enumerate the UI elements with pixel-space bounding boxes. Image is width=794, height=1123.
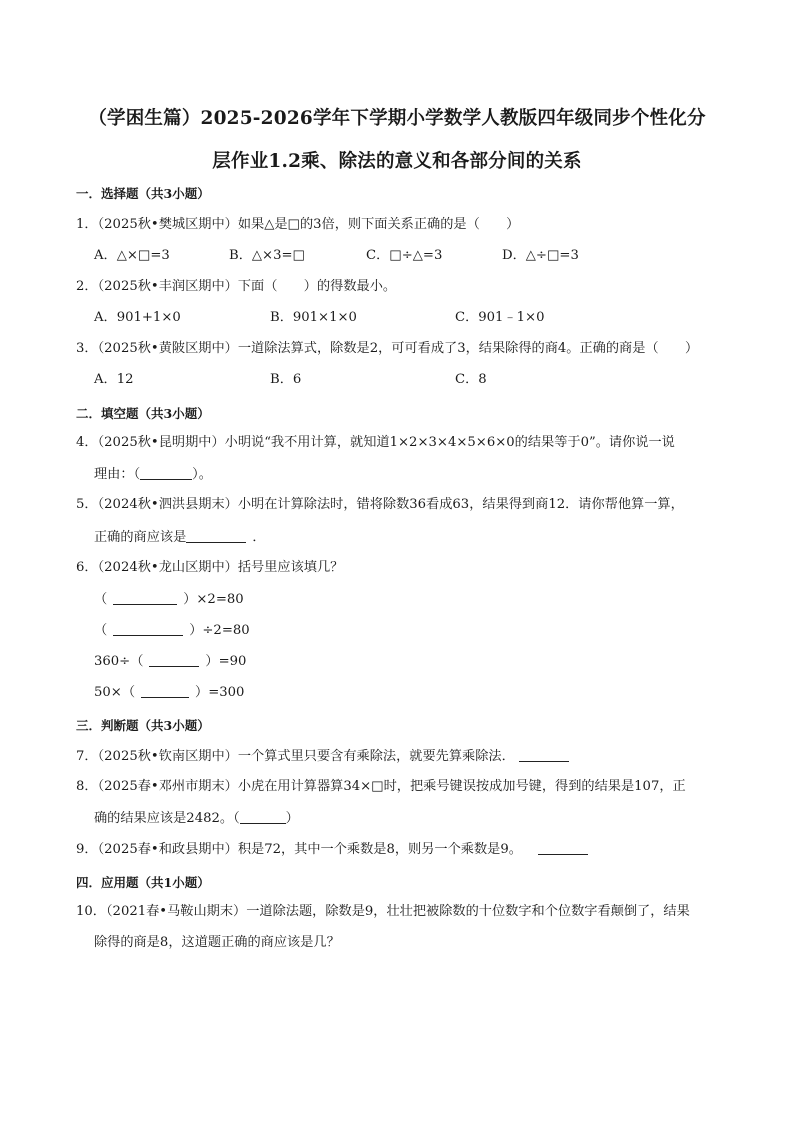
question-9-line: [76, 840, 588, 859]
question-1-option-b: B．△×3=□: [229, 248, 305, 263]
page-title-line-2: 层作业1.2乘、除法的意义和各部分间的关系: [212, 151, 582, 172]
answer-blank-q9[interactable]: [538, 840, 588, 855]
answer-blank-q4[interactable]: [140, 465, 192, 480]
question-3-option-a: A．12: [94, 372, 134, 387]
section-heading-fill-blank: 二．填空题（共3小题）: [76, 406, 210, 421]
question-6-row-3: [94, 652, 246, 671]
question-1-option-c: C．□÷△=3: [366, 248, 443, 263]
question-5-prefix: 正确的商应该是: [94, 530, 187, 545]
question-7-line: [76, 747, 569, 766]
answer-blank-q6-2[interactable]: [113, 621, 183, 636]
question-6-row-2: [94, 621, 250, 640]
question-6-row-1-prefix: （: [94, 592, 108, 607]
section-heading-choice: 一．选择题（共3小题）: [76, 186, 210, 201]
answer-blank-q5[interactable]: [186, 528, 246, 543]
question-3-stem: 3．（2025秋•黄陂区期中）一道除法算式，除数是2，可可看成了3，结果除得的商4。正确的商是（ ）: [76, 341, 699, 356]
question-10-line-1: 10．（2021春•马鞍山期末）一道除法题，除数是9，壮壮把被除数的十位数字和个位数字看颠倒了，结果: [76, 904, 690, 919]
question-4-prefix: 理由：（: [94, 467, 141, 482]
question-3-option-c: C．8: [455, 372, 487, 387]
answer-blank-q6-3[interactable]: [149, 652, 199, 667]
question-2-option-c: C．901﹣1×0: [455, 310, 545, 325]
question-1-option-a: A．△×□=3: [94, 248, 170, 263]
question-8-line-1: 8．（2025春•邓州市期末）小虎在用计算器算34×□时，把乘号键误按成加号键，得到的结果是107，正: [76, 779, 686, 794]
section-heading-application: 四．应用题（共1小题）: [76, 875, 210, 890]
question-6-row-4-prefix: 50×（: [94, 685, 136, 700]
answer-blank-q6-4[interactable]: [141, 683, 189, 698]
answer-blank-q6-1[interactable]: [113, 590, 177, 605]
question-2-option-b: B．901×1×0: [270, 310, 357, 325]
question-10-line-2: 除得的商是8，这道题正确的商应该是几？: [94, 935, 340, 950]
question-6-stem: 6．（2024秋•龙山区期中）括号里应该填几？: [76, 560, 344, 575]
answer-blank-q7[interactable]: [519, 747, 569, 762]
question-5-suffix: ．: [252, 530, 266, 545]
question-5-line-1: 5．（2024秋•泗洪县期末）小明在计算除法时，错将除数36看成63，结果得到商12．请你帮他算一算，: [76, 497, 684, 512]
question-4-suffix: ）。: [192, 467, 212, 482]
question-7-stem: 7．（2025秋•钦南区期中）一个算式里只要含有乘除法，就要先算乘除法．: [76, 749, 515, 764]
question-6-row-2-prefix: （: [94, 623, 108, 638]
question-1-stem: 1．（2025秋•樊城区期中）如果△是□的3倍，则下面关系正确的是（ ）: [76, 217, 520, 232]
question-5-line-2: [94, 528, 266, 547]
question-9-stem: 9．（2025春•和政县期中）积是72，其中一个乘数是8，则另一个乘数是9。: [76, 842, 522, 857]
question-2-option-a: A．901+1×0: [94, 310, 181, 325]
question-1-option-d: D．△÷□=3: [502, 248, 579, 263]
question-6-row-4: [94, 683, 244, 702]
question-2-stem: 2．（2025秋•丰润区期中）下面（ ）的得数最小。: [76, 279, 397, 294]
question-8-line-2: [94, 809, 299, 828]
answer-blank-q8[interactable]: [240, 809, 286, 824]
question-6-row-4-suffix: ）=300: [195, 685, 245, 700]
question-6-row-1: [94, 590, 244, 609]
question-6-row-1-suffix: ）×2=80: [183, 592, 244, 607]
question-4-line-1: 4．（2025秋•昆明期中）小明说“我不用计算，就知道1×2×3×4×5×6×0的结果等于0”。请你说一说: [76, 435, 675, 450]
question-3-option-b: B．6: [270, 372, 302, 387]
question-6-row-3-suffix: ）=90: [205, 654, 247, 669]
question-8-prefix: 确的结果应该是2482。（: [94, 811, 240, 826]
question-4-line-2: [94, 465, 212, 484]
question-6-row-3-prefix: 360÷（: [94, 654, 144, 669]
question-8-suffix: ）: [285, 811, 299, 826]
question-6-row-2-suffix: ）÷2=80: [189, 623, 250, 638]
page-title-line-1: （学困生篇）2025-2026学年下学期小学数学人教版四年级同步个性化分: [88, 108, 706, 129]
section-heading-true-false: 三．判断题（共3小题）: [76, 718, 210, 733]
